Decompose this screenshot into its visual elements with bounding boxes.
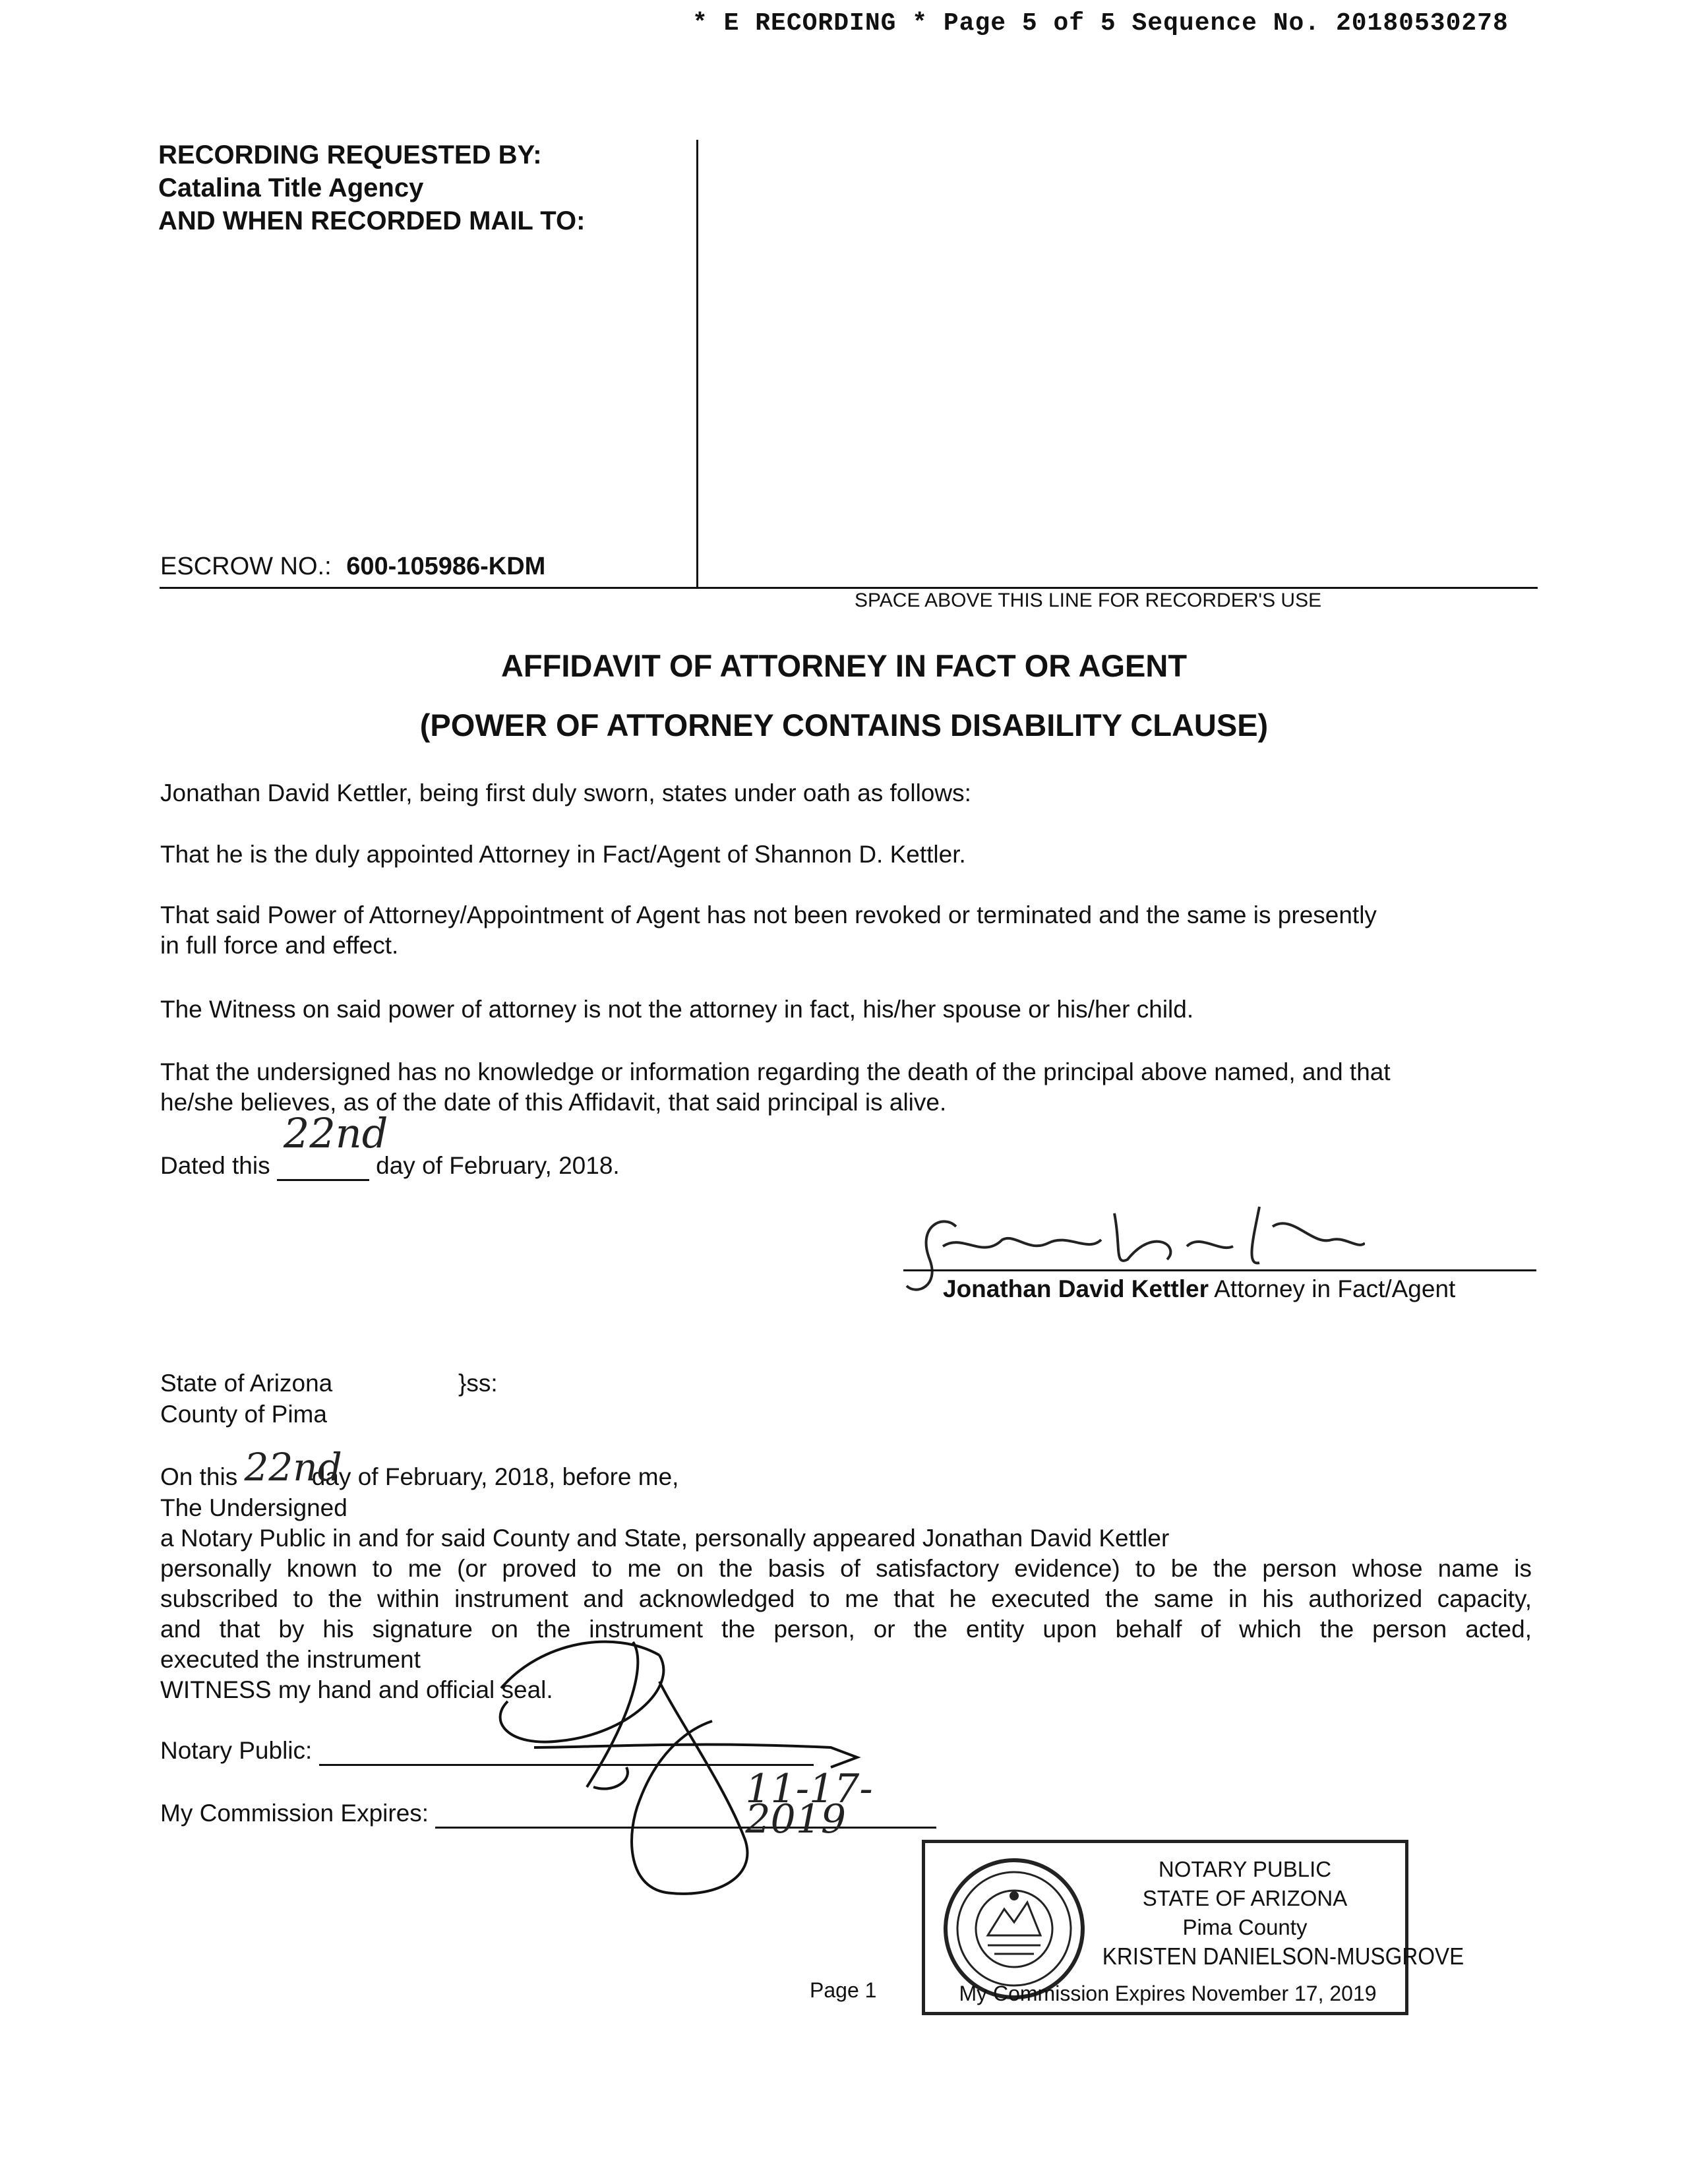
stamp-text	[1090, 1855, 1464, 1971]
stamp-line2: STATE OF ARIZONA	[1142, 1886, 1348, 1910]
notary-line2: personally known to me (or proved to me on the basis of satisfactory evidence) to be the person whose name is	[160, 1555, 1532, 1582]
escrow-line	[160, 553, 545, 581]
venue-state: State of Arizona	[160, 1370, 333, 1397]
escrow-label: ESCROW NO.:	[160, 553, 332, 580]
venue-county: County of Pima	[160, 1401, 327, 1428]
dated-day-handwritten: 22nd	[283, 1109, 388, 1157]
signature-line	[903, 1269, 1536, 1271]
stamp-line4: KRISTEN DANIELSON-MUSGROVE	[1102, 1943, 1464, 1970]
notary-signature-scribble	[462, 1616, 884, 1906]
recording-header: * E RECORDING * Page 5 of 5 Sequence No. 20180530278	[692, 9, 1509, 38]
stamp-line1: NOTARY PUBLIC	[1158, 1857, 1332, 1881]
signer-name: Jonathan David Kettler	[943, 1275, 1209, 1302]
signer-role: Attorney in Fact/Agent	[1214, 1275, 1456, 1302]
notary-line6: WITNESS my hand and official seal.	[160, 1676, 553, 1703]
recording-box	[158, 138, 706, 587]
paragraph-not-revoked-line1: That said Power of Attorney/Appointment of Agent has not been revoked or terminated and the same is presently	[160, 901, 1377, 928]
paragraph-witness: The Witness on said power of attorney is not the attorney in fact, his/her spouse or his/her child.	[160, 996, 1194, 1023]
document-subtitle: (POWER OF ATTORNEY CONTAINS DISABILITY CLAUSE)	[419, 708, 1269, 743]
signature-caption	[943, 1274, 1455, 1304]
paragraph-not-revoked	[160, 900, 1377, 961]
dated-prefix: Dated this	[160, 1152, 270, 1179]
commission-handwritten: 11-17-2019	[745, 1766, 873, 1842]
paragraph-principal-alive-line2: he/she believes, as of the date of this Affidavit, that said principal is alive.	[160, 1089, 947, 1116]
on-this-line	[160, 1445, 679, 1492]
recorder-note: SPACE ABOVE THIS LINE FOR RECORDER'S USE	[855, 590, 1322, 611]
agency-name: Catalina Title Agency	[158, 173, 424, 202]
paragraph-appointment: That he is the duly appointed Attorney in Fact/Agent of Shannon D. Kettler.	[160, 841, 966, 868]
on-this-day-handwritten: 22nd	[244, 1445, 342, 1490]
notary-public-label: Notary Public:	[160, 1737, 313, 1764]
escrow-number: 600-105986-KDM	[346, 553, 546, 580]
on-this-prefix: On this	[160, 1463, 238, 1490]
commission-label: My Commission Expires:	[160, 1800, 429, 1827]
on-this-suffix: day of February, 2018, before me,	[311, 1463, 679, 1490]
arizona-seal-icon	[942, 1856, 1087, 2001]
dated-line	[160, 1109, 620, 1181]
notary-line3: subscribed to the within instrument and acknowledged to me that he executed the same in his authorized capacity,	[160, 1585, 1532, 1612]
mail-to-label: AND WHEN RECORDED MAIL TO:	[158, 206, 586, 235]
notary-line4: and that by his signature on the instrument the person, or the entity upon behalf of which the person acted,	[160, 1616, 1532, 1643]
recorder-line	[160, 587, 1538, 589]
notary-line1: a Notary Public in and for said County and State, personally appeared Jonathan David Kettler	[160, 1525, 1170, 1552]
page-number: Page 1	[810, 1978, 877, 2002]
notary-undersigned: The Undersigned	[160, 1494, 347, 1521]
document-title: AFFIDAVIT OF ATTORNEY IN FACT OR AGENT	[500, 648, 1188, 683]
dated-day-blank	[277, 1109, 388, 1181]
paragraph-oath: Jonathan David Kettler, being first duly sworn, states under oath as follows:	[160, 779, 971, 806]
notary-stamp	[922, 1840, 1464, 2015]
paragraph-not-revoked-line2: in full force and effect.	[160, 932, 399, 959]
notary-line5: executed the instrument	[160, 1646, 421, 1673]
venue-ss: }ss:	[458, 1370, 498, 1397]
stamp-line3: Pima County	[1182, 1915, 1308, 1939]
dated-suffix: day of February, 2018.	[376, 1152, 620, 1179]
requested-by-label: RECORDING REQUESTED BY:	[158, 140, 542, 169]
recording-box-divider	[696, 140, 698, 588]
stamp-line5: My Commission Expires November 17, 2019	[959, 1982, 1377, 2005]
paragraph-principal-alive-line1: That the undersigned has no knowledge or information regarding the death of the principal above named, and that	[160, 1058, 1391, 1085]
